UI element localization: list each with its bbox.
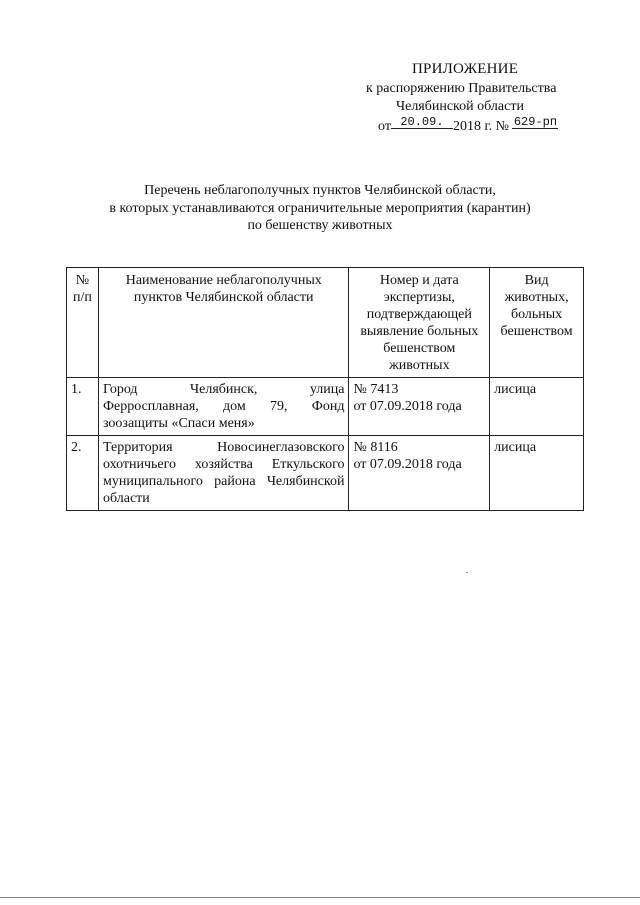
row-expertise bbox=[349, 378, 490, 436]
expertise-date: от 07.09.2018 года bbox=[353, 457, 462, 472]
table-header-row bbox=[67, 268, 584, 378]
table-row bbox=[67, 436, 584, 511]
header-location: Наименование неблагополучных пунктов Челябинской области bbox=[98, 268, 349, 378]
document-title bbox=[100, 182, 540, 235]
title-line-3: по бешенству животных bbox=[247, 218, 393, 233]
title-line-2: в которых устанавливаются ограничительные мероприятия (карантин) bbox=[109, 200, 531, 216]
order-number: 629-рп bbox=[513, 115, 558, 129]
expertise-number: № 8116 bbox=[353, 440, 398, 455]
row-animal: лисица bbox=[490, 378, 584, 436]
scan-speck bbox=[466, 572, 468, 573]
row-number: 1. bbox=[67, 378, 99, 436]
row-location: Город Челябинск, улица Ферросплавная, дом 79, Фонд зоозащиты «Спаси меня» bbox=[98, 378, 349, 436]
expertise-date: от 07.09.2018 года bbox=[353, 399, 462, 414]
row-expertise bbox=[349, 436, 490, 511]
header-expertise: Номер и дата экспертизы, подтверждающей выявление больных бешенством животных bbox=[349, 268, 490, 378]
appendix-line-order: к распоряжению Правительства bbox=[366, 81, 557, 96]
appendix-line-region: Челябинской области bbox=[396, 99, 524, 114]
header-number: № п/п bbox=[67, 268, 99, 378]
date-value: 20.09. bbox=[391, 116, 453, 129]
title-line-1: Перечень неблагополучных пунктов Челябинской области, bbox=[144, 183, 496, 198]
appendix-title: ПРИЛОЖЕНИЕ bbox=[412, 61, 519, 77]
quarantine-table bbox=[66, 267, 584, 511]
row-location: Территория Новосинеглазовского охотничьего хозяйства Еткульского муниципального района Челябинской области bbox=[98, 436, 349, 511]
expertise-number: № 7413 bbox=[353, 382, 399, 397]
table-row bbox=[67, 378, 584, 436]
row-number: 2. bbox=[67, 436, 99, 511]
scan-edge-line bbox=[0, 897, 640, 898]
header-animal: Вид животных, больных бешенством bbox=[490, 268, 584, 378]
date-prefix: от bbox=[378, 119, 391, 134]
row-animal: лисица bbox=[490, 436, 584, 511]
year-text: 2018 г. № bbox=[452, 119, 509, 134]
appendix-date-line bbox=[378, 115, 558, 136]
